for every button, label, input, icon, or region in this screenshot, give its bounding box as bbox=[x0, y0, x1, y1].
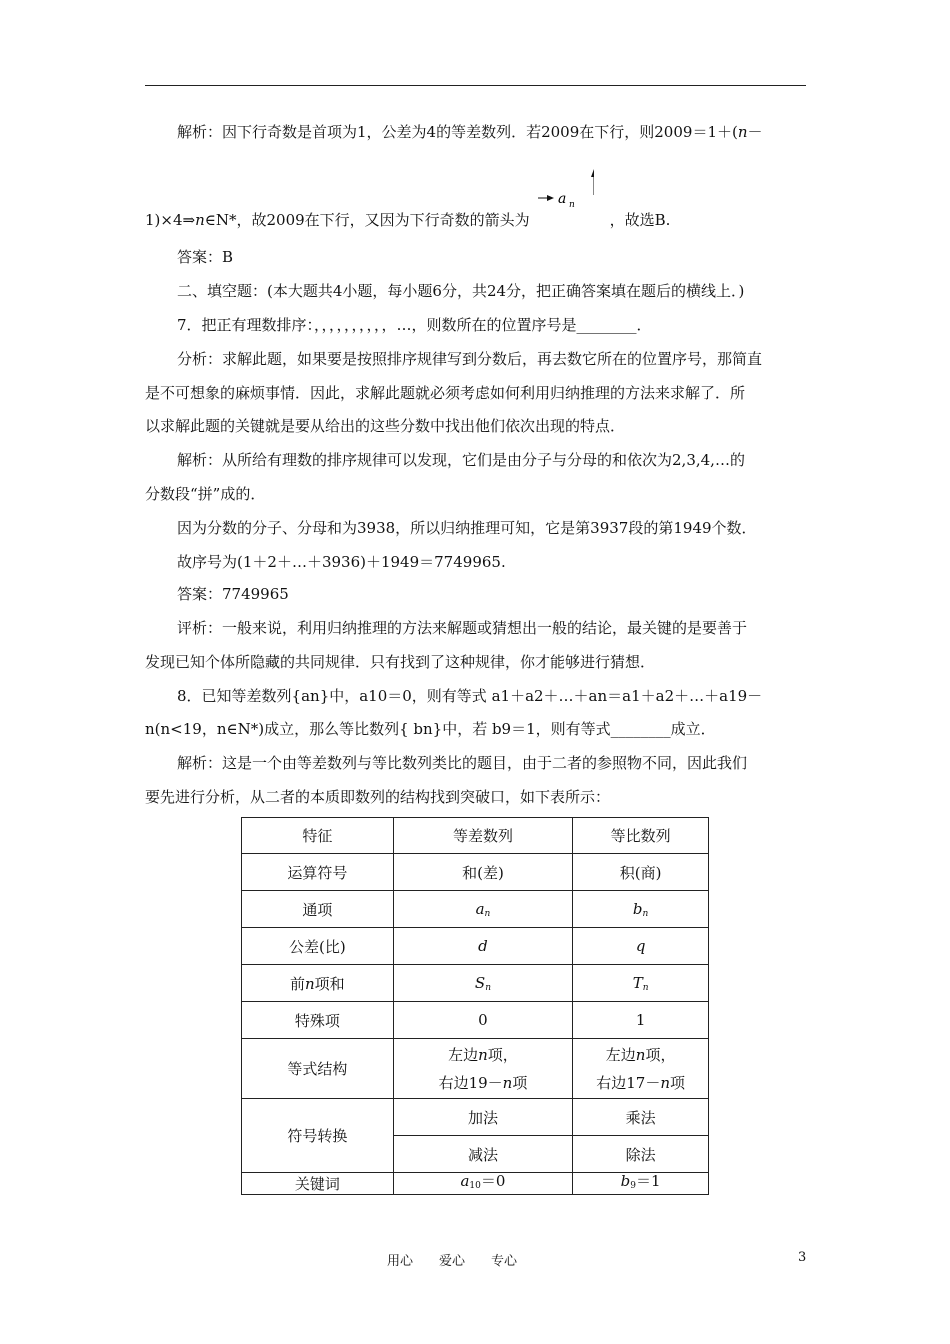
table-cell: 减法 bbox=[393, 1136, 573, 1173]
question-8-line1: 8．已知等差数列{an}中，a10＝0，则有等式 a1＋a2＋…＋an＝a1＋a2＋…＋a19－ bbox=[177, 687, 763, 705]
analysis-7-line2: 是不可想象的麻烦事情．因此，求解此题就必须考虑如何利用归纳推理的方法来求解了．所 bbox=[145, 384, 746, 402]
table-row bbox=[242, 854, 709, 891]
table-row bbox=[242, 1039, 709, 1099]
answer-6: 答案：B bbox=[177, 248, 234, 266]
solution-8-line1: 解析：这是一个由等差数列与等比数列类比的题目，由于二者的参照物不同，因此我们 bbox=[177, 754, 748, 772]
table-row bbox=[242, 928, 709, 965]
table-cell: 乘法 bbox=[573, 1099, 709, 1136]
analysis-7-line3: 以求解此题的关键就是要从给出的这些分数中找出他们依次出现的特点． bbox=[145, 417, 626, 435]
table-header-cell: 特征 bbox=[242, 818, 394, 854]
table-cell: d bbox=[393, 928, 573, 965]
solution-7-line2: 分数段“拼”成的． bbox=[145, 485, 266, 503]
table-cell: $S_n$ bbox=[393, 965, 573, 1002]
comparison-table bbox=[241, 817, 709, 1195]
comment-7-line1: 评析：一般来说，利用归纳推理的方法来解题或猜想出一般的结论，最关键的是要善于 bbox=[177, 619, 748, 637]
table-cell: 积(商) bbox=[573, 854, 709, 891]
table-cell: 关键词 bbox=[242, 1173, 394, 1195]
table-cell: $b_9=1$ bbox=[573, 1173, 709, 1195]
table-cell: 0 bbox=[393, 1002, 573, 1039]
table-cell: 公差(比) bbox=[242, 928, 394, 965]
table-cell: $b_n$ bbox=[573, 891, 709, 928]
answer-7: 答案：7749965 bbox=[177, 585, 289, 603]
table-cell: 左边n项， 右边17－n项 bbox=[573, 1039, 709, 1099]
table-header-row bbox=[242, 818, 709, 854]
solution-8-line2: 要先进行分析，从二者的本质即数列的结构找到突破口，如下表所示： bbox=[145, 788, 611, 806]
footer-text: 用心 爱心 专心 bbox=[387, 1254, 518, 1269]
arrow-label: a bbox=[558, 191, 567, 207]
table-cell: $a_{10}=0$ bbox=[393, 1173, 573, 1195]
table-cell: 和(差) bbox=[393, 854, 573, 891]
table-cell: $a_n$ bbox=[393, 891, 573, 928]
table-cell: 1 bbox=[573, 1002, 709, 1039]
table-row bbox=[242, 1173, 709, 1195]
para-solution-6-line2: 1)×4⇒n∈N*，故2009在下行，又因为下行奇数的箭头为 ，故选B. bbox=[145, 211, 671, 229]
table-cell: $T_n$ bbox=[573, 965, 709, 1002]
table-row bbox=[242, 1099, 709, 1136]
table-cell: 加法 bbox=[393, 1099, 573, 1136]
question-8-line2: n(n<19，n∈N*)成立，那么等比数列{ bn}中，若 b9＝1，则有等式________成立． bbox=[145, 720, 716, 738]
table-row bbox=[242, 891, 709, 928]
page-number: 3 bbox=[798, 1250, 807, 1265]
question-7: 7．把正有理数排序：，，，，，，，，，，…，则数所在的位置序号是________． bbox=[177, 316, 652, 334]
para-solution-6-line1: 解析：因下行奇数是首项为1，公差为4的等差数列．若2009在下行，则2009＝1＋(n－ bbox=[177, 123, 763, 141]
comment-7-line2: 发现已知个体所隐藏的共同规律．只有找到了这种规律，你才能够进行猜想． bbox=[145, 653, 656, 671]
table-cell: 前n项和 bbox=[242, 965, 394, 1002]
table-cell: 通项 bbox=[242, 891, 394, 928]
table-cell: 等式结构 bbox=[242, 1039, 394, 1099]
solution-7-line4: 故序号为(1＋2＋…＋3936)＋1949＝7749965. bbox=[177, 553, 506, 571]
analysis-7-line1: 分析：求解此题，如果要是按照排序规律写到分数后，再去数它所在的位置序号，那简直 bbox=[177, 350, 763, 368]
table-cell: 运算符号 bbox=[242, 854, 394, 891]
header-rule bbox=[145, 85, 806, 86]
table-cell: q bbox=[573, 928, 709, 965]
arrow-label-sub: n bbox=[569, 200, 575, 210]
table-row bbox=[242, 965, 709, 1002]
table-header-cell: 等比数列 bbox=[573, 818, 709, 854]
solution-7-line3: 因为分数的分子、分母和为3938，所以归纳推理可知，它是第3937段的第1949个数． bbox=[177, 519, 757, 537]
solution-7-line1: 解析：从所给有理数的排序规律可以发现，它们是由分子与分母的和依次为2,3,4,…的 bbox=[177, 451, 745, 469]
table-cell: 左边n项， 右边19－n项 bbox=[393, 1039, 573, 1099]
table-cell: 除法 bbox=[573, 1136, 709, 1173]
table-cell: 符号转换 bbox=[242, 1099, 394, 1173]
section-2-heading: 二、填空题：(本大题共4小题，每小题6分，共24分，把正确答案填在题后的横线上．) bbox=[177, 282, 745, 300]
table-row bbox=[242, 1002, 709, 1039]
table-header-cell: 等差数列 bbox=[393, 818, 573, 854]
table-cell: 特殊项 bbox=[242, 1002, 394, 1039]
